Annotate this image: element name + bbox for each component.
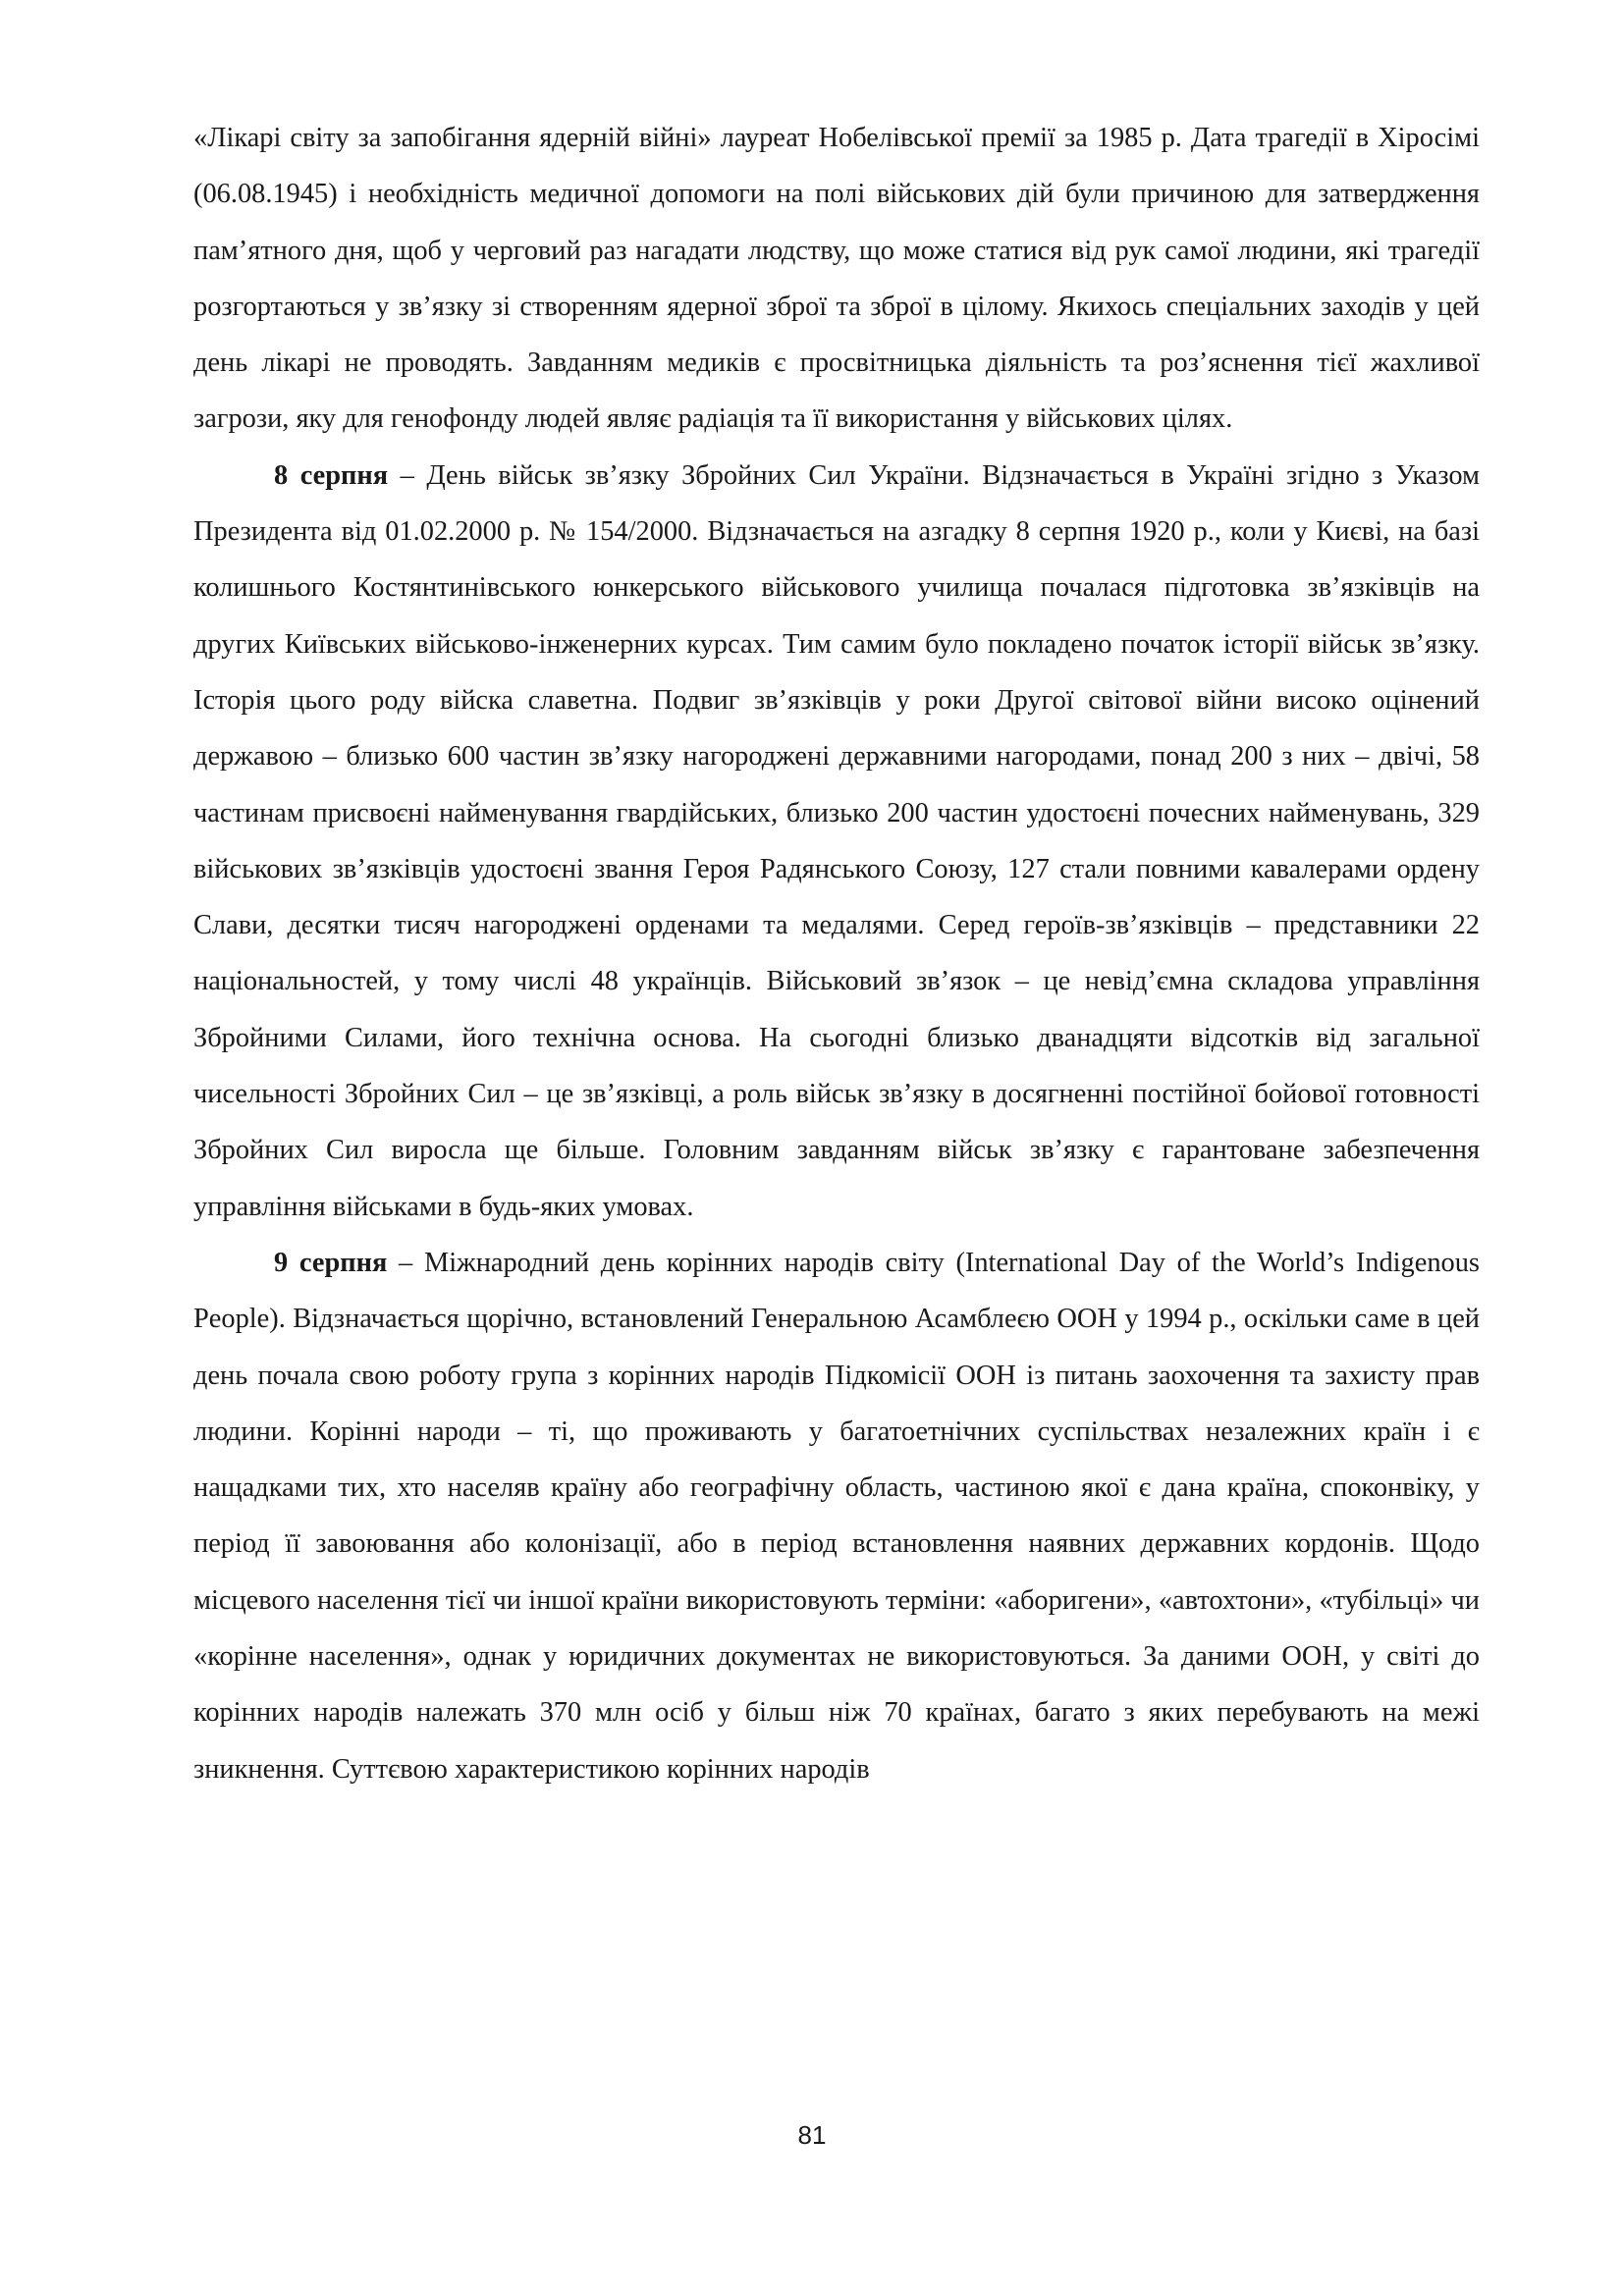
paragraph-text: – Міжнародний день корінних народів світу (International Day of the World’s Indigenous People). Відзначається щорічно, встановлений Генеральною Асамблеєю ООН у 1994 р., оскільки саме в цей день почала свою роботу група з корінних народів Підкомісії ООН із питань заохочення та захисту прав людини. Корінні народи – ті, що проживають у багатоетнічних суспільствах незалежних країн і є нащадками тих, хто населяв країну або географічну область, частиною якої є дана країна, споконвіку, у період її завоювання або колонізації, або в період встановлення наявних державних кордонів. Щодо місцевого населення тієї чи іншої країни використовують терміни: «аборигени», «автохтони», «тубільці» чи «корінне населення», однак у юридичних документах не використовуються. За даними ООН, у світі до корінних народів належать 370 млн осіб у більш ніж 70 країнах, багато з яких перебувають на межі зникнення. Суттєвою характеристикою корінних народів — [193, 1247, 1480, 1785]
paragraph-text: – День військ зв’язку Збройних Сил України. Відзначається в Україні згідно з Указом Президента від 01.02.2000 р. № 154/2000. Відзначається на азгадку 8 серпня 1920 р., коли у Києві, на базі колишнього Костянтинівського юнкерського військового училища почалася підготовка зв’язківців на других Київських військово-інженерних курсах. Тим самим було покладено початок історії військ зв’язку. Історія цього роду війска славетна. Подвиг зв’язківців у роки Другої світової війни високо оцінений державою – близько 600 частин зв’язку нагороджені державними нагородами, понад 200 з них – двічі, 58 частинам присвоєні найменування гвардійських, близько 200 частин удостоєні почесних найменувань, 329 військових зв’язківців удостоєні звання Героя Радянського Союзу, 127 стали повними кавалерами ордену Слави, десятки тисяч нагороджені орденами та медалями. Серед героїв-зв’язківців – представники 22 національностей, у тому числі 48 українців. Військовий зв’язок – це невід’ємна складова управління Збройними Силами, його технічна основа. На сьогодні близько дванадцяти відсотків від загальної чисельності Збройних Сил – це зв’язківці, а роль військ зв’язку в досягненні постійної бойової готовності Збройних Сил виросла ще більше. Головним завданням військ зв’язку є гарантоване забезпечення управління військами в будь-яких умовах. — [193, 459, 1480, 1222]
paragraph-signal-troops-day — [193, 448, 1480, 1235]
paragraph-indigenous-peoples-day — [193, 1235, 1480, 1797]
date-heading: 9 серпня — [274, 1247, 388, 1278]
paragraph-text: «Лікарі світу за запобігання ядерній війні» лауреат Нобелівської премії за 1985 р. Дата трагедії в Хіросімі (06.08.1945) і необхідність медичної допомоги на полі військових дій були причиною для затвердження пам’ятного дня, щоб у черговий раз нагадати людству, що може статися від рук самої людини, які трагедії розгортаються у зв’язку зі створенням ядерної зброї та зброї в цілому. Якихось спеціальних заходів у цей день лікарі не проводять. Завданням медиків є просвітницька діяльність та роз’яснення тієї жахливої загрози, яку для генофонду людей являє радіація та її використання у військових цілях. — [193, 123, 1480, 435]
page-number: 81 — [797, 2120, 827, 2150]
page-body — [193, 110, 1480, 1797]
paragraph-nuclear-war-doctors — [193, 110, 1480, 448]
date-heading: 8 серпня — [274, 459, 389, 491]
